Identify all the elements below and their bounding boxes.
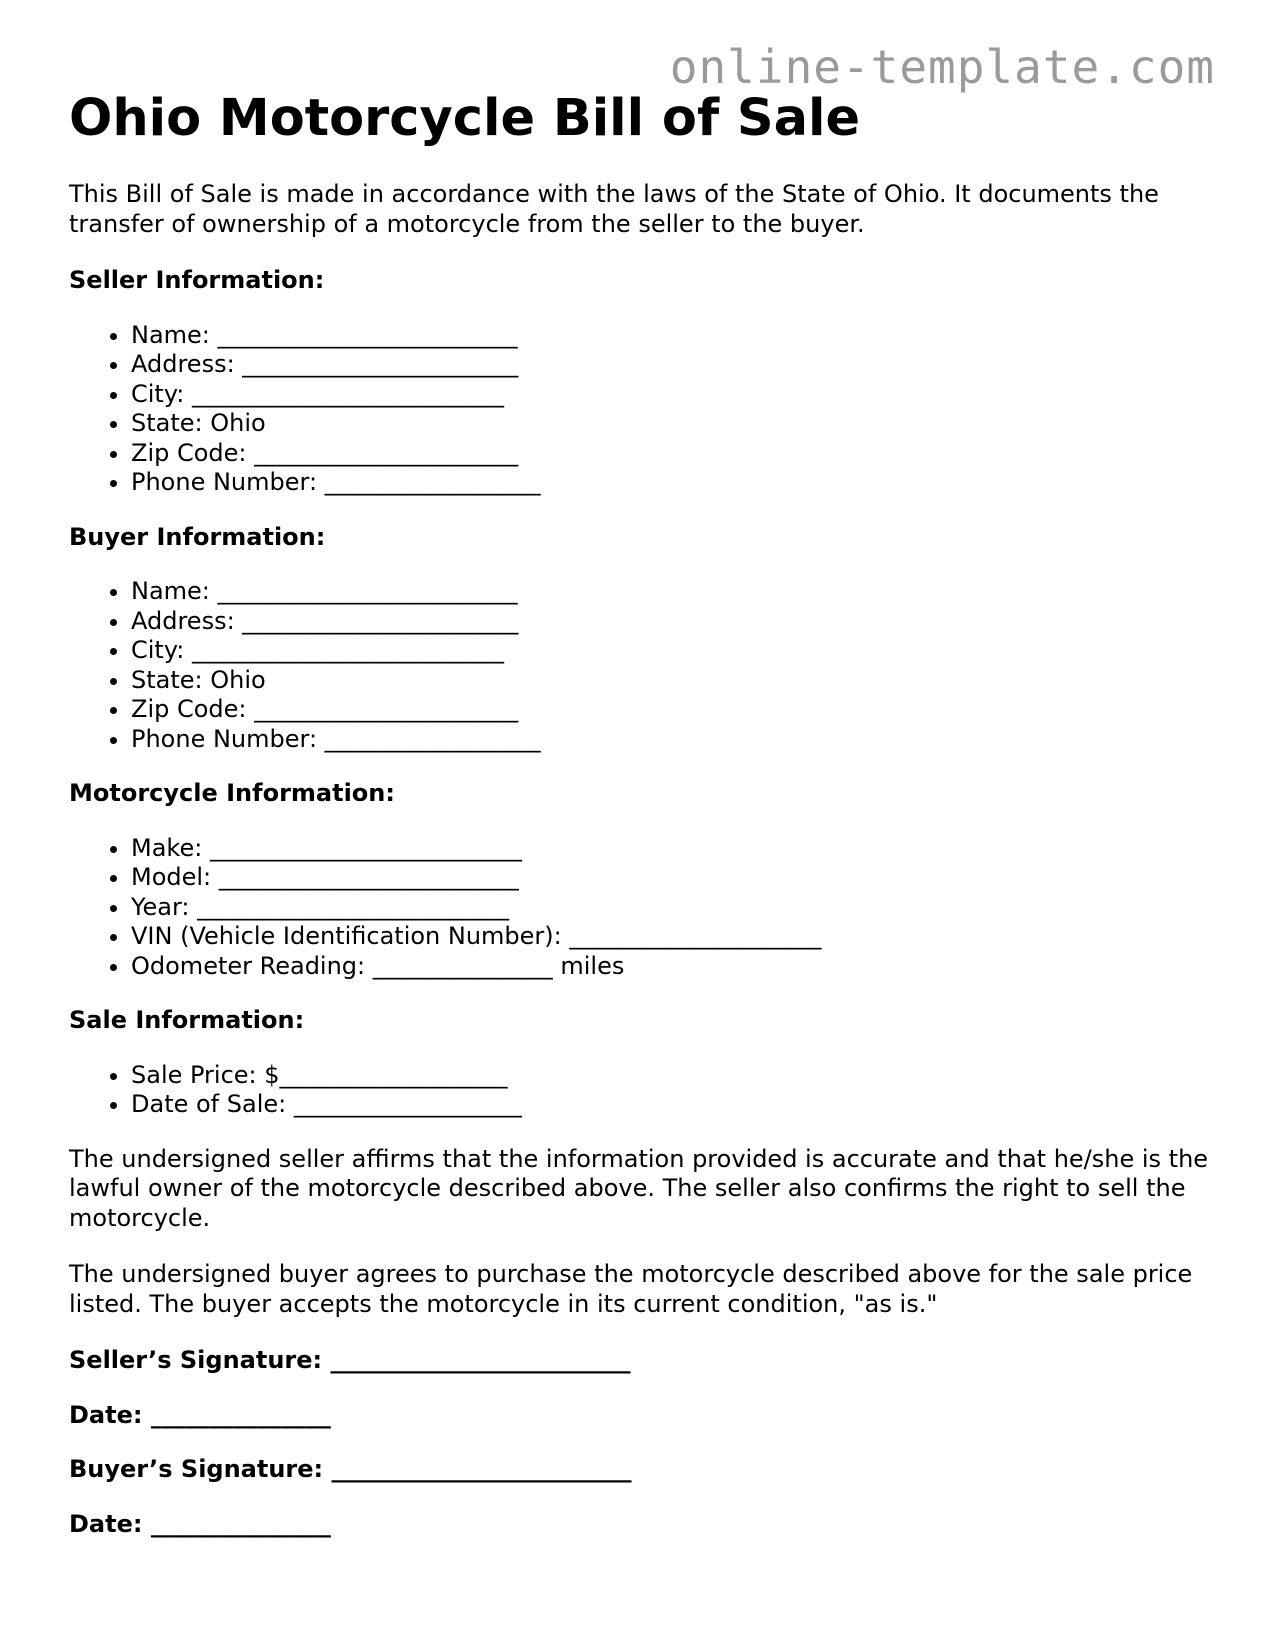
buyer-city-field[interactable]: • City: __________________________ bbox=[131, 636, 1209, 666]
seller-date-field[interactable]: Date: _______________ bbox=[69, 1400, 331, 1429]
buyer-signature-field[interactable]: Buyer’s Signature: _________________________ bbox=[69, 1455, 632, 1483]
seller-phone-field[interactable]: • Phone Number: __________________ bbox=[131, 468, 1209, 498]
seller-city-field[interactable]: • City: __________________________ bbox=[131, 380, 1209, 410]
buyer-phone-field[interactable]: • Phone Number: __________________ bbox=[131, 725, 1209, 755]
document-body bbox=[69, 88, 1209, 1564]
seller-info-list bbox=[69, 321, 1209, 498]
seller-signature-field[interactable]: Seller’s Signature: _________________________ bbox=[69, 1346, 631, 1374]
sale-section-heading: Sale Information: bbox=[69, 1006, 305, 1034]
page-title: Ohio Motorcycle Bill of Sale bbox=[69, 89, 861, 148]
seller-name-field[interactable]: • Name: _________________________ bbox=[131, 321, 1209, 351]
motorcycle-odometer-field[interactable]: • Odometer Reading: _______________ miles bbox=[131, 952, 1209, 982]
seller-affirmation-paragraph: The undersigned seller affirms that the information provided is accurate and that he/she is the lawful owner of the motorcycle described above. The seller also confirms the right to sell the motorcycle. bbox=[69, 1144, 1209, 1232]
motorcycle-year-field[interactable]: • Year: __________________________ bbox=[131, 893, 1209, 923]
motorcycle-make-field[interactable]: • Make: __________________________ bbox=[131, 834, 1209, 864]
buyer-date-field[interactable]: Date: _______________ bbox=[69, 1509, 331, 1538]
buyer-state-field: • State: Ohio bbox=[131, 666, 1209, 696]
motorcycle-vin-field[interactable]: • VIN (Vehicle Identification Number): _____________________ bbox=[131, 922, 1209, 952]
buyer-zip-field[interactable]: • Zip Code: ______________________ bbox=[131, 695, 1209, 725]
buyer-info-list bbox=[69, 577, 1209, 754]
watermark: online-template.com bbox=[669, 40, 1215, 94]
buyer-address-field[interactable]: • Address: _______________________ bbox=[131, 607, 1209, 637]
motorcycle-section-heading: Motorcycle Information: bbox=[69, 779, 395, 807]
sale-date-field[interactable]: • Date of Sale: ___________________ bbox=[131, 1090, 1209, 1120]
motorcycle-info-list bbox=[69, 834, 1209, 982]
motorcycle-model-field[interactable]: • Model: _________________________ bbox=[131, 863, 1209, 893]
seller-section-heading: Seller Information: bbox=[69, 266, 325, 294]
sale-info-list bbox=[69, 1061, 1209, 1120]
seller-zip-field[interactable]: • Zip Code: ______________________ bbox=[131, 439, 1209, 469]
buyer-name-field[interactable]: • Name: _________________________ bbox=[131, 577, 1209, 607]
sale-price-field[interactable]: • Sale Price: $___________________ bbox=[131, 1061, 1209, 1091]
intro-paragraph: This Bill of Sale is made in accordance with the laws of the State of Ohio. It documents the transfer of ownership of a motorcycle from the seller to the buyer. bbox=[69, 180, 1159, 238]
seller-address-field[interactable]: • Address: _______________________ bbox=[131, 350, 1209, 380]
seller-state-field: • State: Ohio bbox=[131, 409, 1209, 439]
buyer-section-heading: Buyer Information: bbox=[69, 522, 326, 551]
buyer-agreement-paragraph: The undersigned buyer agrees to purchase the motorcycle described above for the sale price listed. The buyer accepts the motorcycle in its current condition, "as is." bbox=[69, 1260, 1193, 1318]
